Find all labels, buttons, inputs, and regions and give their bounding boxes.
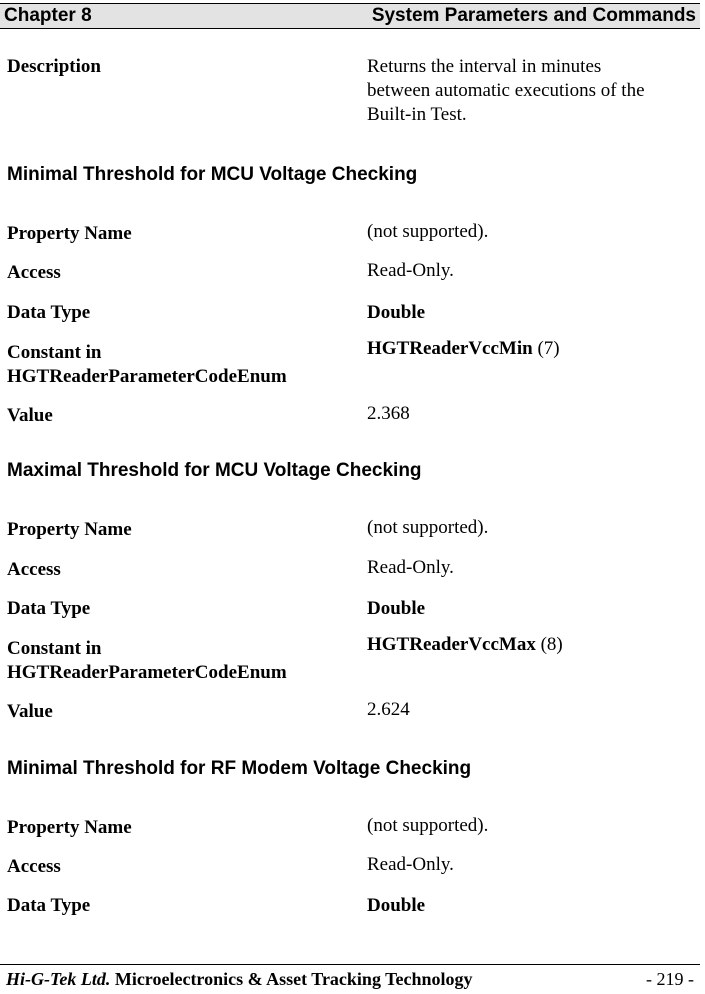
footer-company: Hi-G-Tek Ltd. Microelectronics & Asset Tracking Technology <box>6 969 473 989</box>
data-type-label: Data Type <box>7 598 91 619</box>
property-name-value: (not supported). <box>367 815 489 836</box>
constant-label-line-1: Constant in <box>7 342 102 363</box>
property-name-value: (not supported). <box>367 517 489 538</box>
data-type-label: Data Type <box>7 895 91 916</box>
section-title-rf-modem-min: Minimal Threshold for RF Modem Voltage Checking <box>7 758 472 779</box>
property-name-label: Property Name <box>7 223 132 244</box>
data-type-label: Data Type <box>7 302 91 323</box>
value-label: Value <box>7 405 53 426</box>
data-type-value: Double <box>367 598 426 619</box>
data-type-value: Double <box>367 895 426 916</box>
property-name-label: Property Name <box>7 817 132 838</box>
data-type-value: Double <box>367 302 426 323</box>
section-title-vcc-max: Maximal Threshold for MCU Voltage Checking <box>7 460 422 481</box>
access-value: Read-Only. <box>367 260 454 281</box>
page-number: - 219 - <box>646 969 694 989</box>
constant-label-line-1: Constant in <box>7 638 102 659</box>
access-label: Access <box>7 262 61 283</box>
value-value: 2.624 <box>367 699 410 720</box>
constant-value: HGTReaderVccMax (8) <box>367 634 563 655</box>
access-label: Access <box>7 856 61 877</box>
section-title-vcc-min: Minimal Threshold for MCU Voltage Checking <box>7 164 418 185</box>
constant-value: HGTReaderVccMin (7) <box>367 338 560 359</box>
chapter-label: Chapter 8 <box>4 5 92 26</box>
property-name-value: (not supported). <box>367 221 489 242</box>
access-value: Read-Only. <box>367 557 454 578</box>
page-header <box>0 3 700 29</box>
description-line-3: Built-in Test. <box>367 104 467 125</box>
description-label: Description <box>7 56 101 77</box>
value-value: 2.368 <box>367 403 410 424</box>
chapter-title: System Parameters and Commands <box>371 5 696 26</box>
access-value: Read-Only. <box>367 854 454 875</box>
constant-label-line-2: HGTReaderParameterCodeEnum <box>7 662 287 683</box>
value-label: Value <box>7 701 53 722</box>
description-line-1: Returns the interval in minutes <box>367 56 602 77</box>
property-name-label: Property Name <box>7 519 132 540</box>
constant-label-line-2: HGTReaderParameterCodeEnum <box>7 366 287 387</box>
description-line-2: between automatic executions of the <box>367 80 645 101</box>
page-footer <box>0 964 700 994</box>
access-label: Access <box>7 559 61 580</box>
